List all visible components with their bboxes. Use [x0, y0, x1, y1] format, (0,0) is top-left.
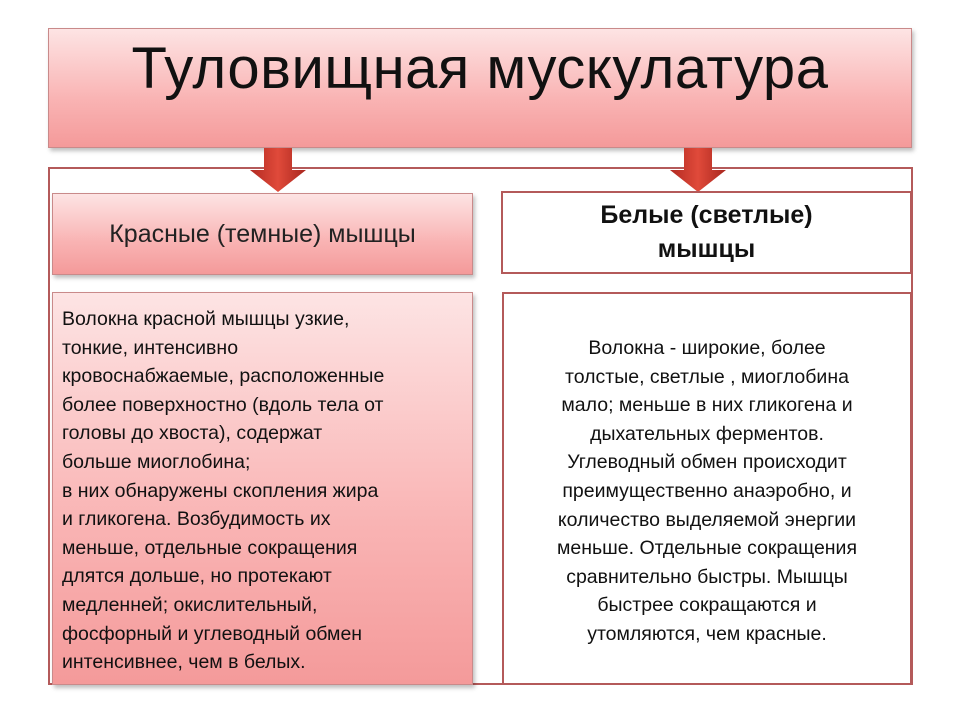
red-muscles-description: Волокна красной мышцы узкие, тонкие, интенсивно кровоснабжаемые, расположенные более поверхностно (вдоль тела от головы до хвоста), содержат больше миоглобина; в них обнаружены скопления жира и гликогена. Возбудимость их меньше, отдельные сокращения длятся дольше, но протекают медленней; окислительный, фосфорный и углеводный обмен интенсивнее, чем в белых.	[52, 292, 473, 685]
down-arrow-right-icon	[668, 148, 728, 192]
title-box	[48, 28, 912, 148]
white-muscles-header-text: Белые (светлые) мышцы	[600, 200, 813, 263]
white-muscles-description: Волокна - широкие, более толстые, светлые , миоглобина мало; меньше в них гликогена и дыхательных ферментов. Углеводный обмен происходит преимущественно анаэробно, и количество выделяемой энергии меньше. Отдельные сокращения сравнительно быстры. Мышцы быстрее сокращаются и утомляются, чем красные.	[502, 292, 912, 685]
diagram-title: Туловищная мускулатура	[131, 35, 829, 101]
down-arrow-left-icon	[248, 148, 308, 192]
white-muscles-header	[501, 191, 912, 274]
red-muscles-header: Красные (темные) мышцы	[52, 193, 473, 275]
